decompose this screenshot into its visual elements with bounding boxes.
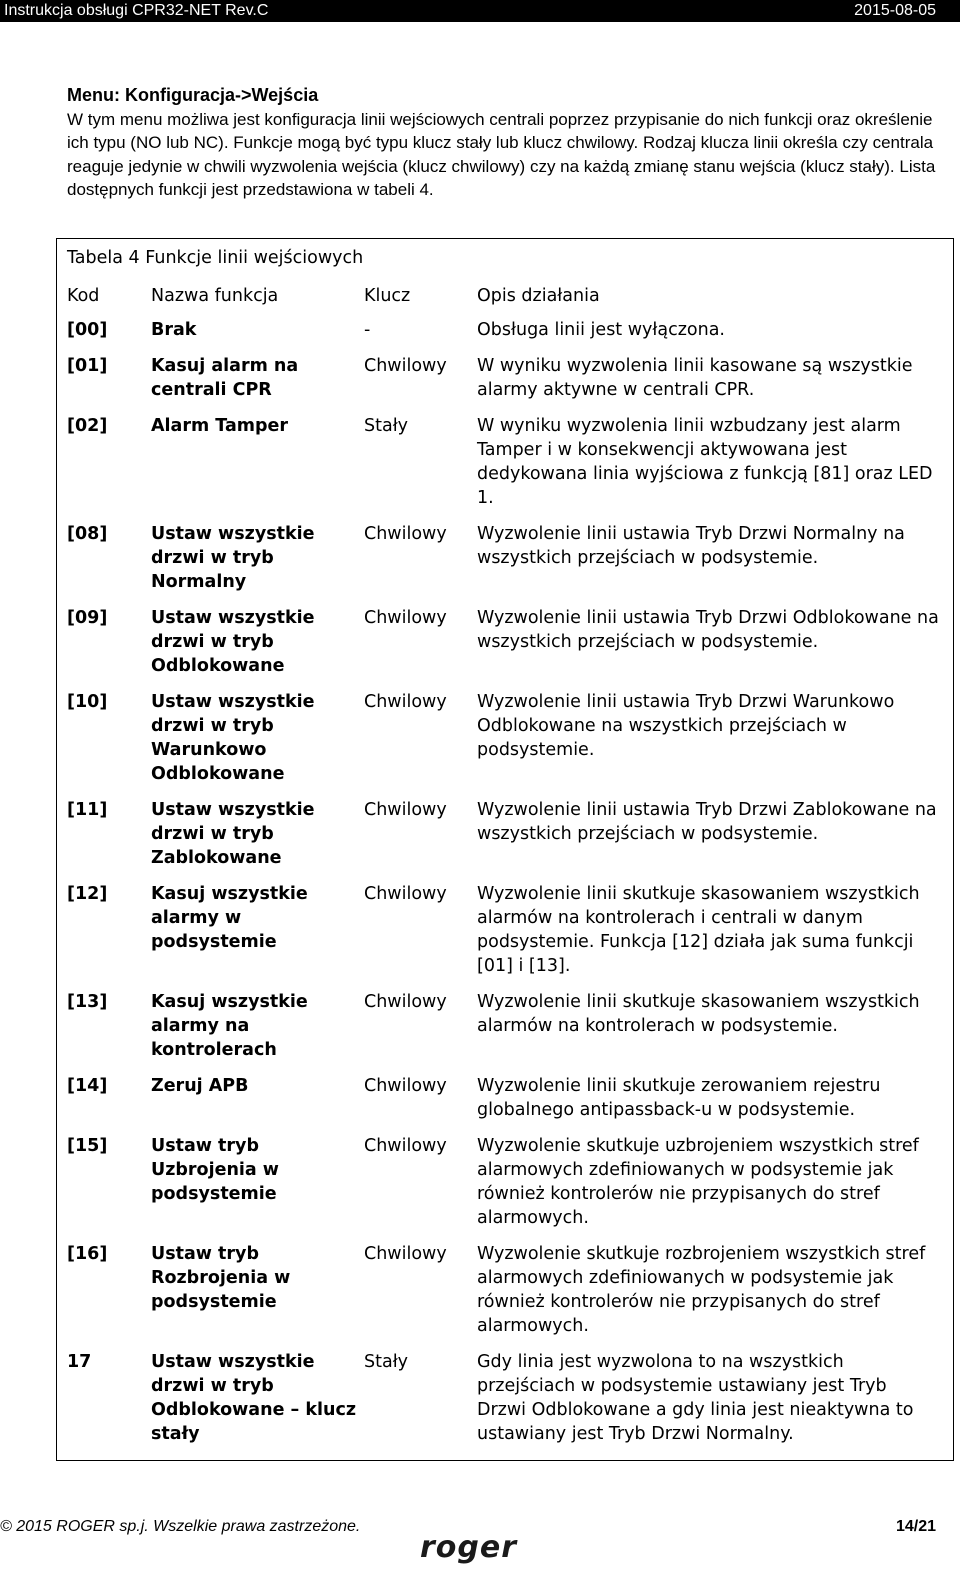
row-key: Chwilowy [364,992,447,1012]
row-code: [14] [57,1074,152,1134]
row-name: Ustaw wszystkie drzwi w tryb Odblokowane [151,608,315,676]
row-name: Ustaw tryb Rozbrojenia w podsystemie [151,1244,291,1312]
table-row [57,318,954,354]
row-description: W wyniku wyzwolenia linii wzbudzany jest alarm Tamper i w konsekwencji aktywowana jest dedykowana linia wyjściowa z funkcją [81] oraz LED 1. [477,414,954,522]
row-key: Chwilowy [364,1076,447,1096]
table-row [57,1242,954,1350]
row-description: Wyzwolenie linii ustawia Tryb Drzwi Odblokowane na wszystkich przejściach w podsystemie. [477,606,954,690]
header-key: Klucz [364,286,411,306]
row-key: Chwilowy [364,356,447,376]
intro-paragraph: W tym menu możliwa jest konfiguracja linii wejściowych centrali poprzez przypisanie do nich funkcji oraz określenie ich typu (NO lub NC). Funkcje mogą być typu klucz stały lub klucz chwilowy. Rodzaj klucza linii określa czy centrala reaguje jedynie w chwili wyzwolenia wejścia (klucz chwilowy) czy na każdą zmianę stanu wejścia (klucz stały). Lista dostępnych funkcji jest przedstawiona w tabeli 4. [67,109,936,199]
table-row [57,990,954,1074]
row-key: Chwilowy [364,1244,447,1264]
row-name: Zeruj APB [151,1076,249,1096]
row-name: Alarm Tamper [151,416,289,436]
intro-section [67,84,947,202]
row-key: Chwilowy [364,800,447,820]
row-code: [11] [57,798,152,882]
row-description: Wyzwolenie linii ustawia Tryb Drzwi Normalny na wszystkich przejściach w podsystemie. [477,522,954,606]
row-key: Stały [364,416,409,436]
row-key: Chwilowy [364,692,447,712]
table-row [57,522,954,606]
copyright-notice: © 2015 ROGER sp.j. Wszelkie prawa zastrzeżone. [0,1518,361,1535]
row-name: Kasuj wszystkie alarmy w podsystemie [151,884,308,952]
table-row [57,606,954,690]
roger-logo: roger [420,1530,518,1565]
row-name: Ustaw wszystkie drzwi w tryb Odblokowane – klucz stały [151,1350,364,1461]
row-key: - [364,320,371,340]
page-footer [0,1512,960,1580]
row-code: [10] [57,690,152,798]
row-key: Chwilowy [364,1136,447,1156]
table-row [57,354,954,414]
page-number: 14/21 [895,1518,936,1535]
table-row [57,690,954,798]
row-code: [16] [57,1242,152,1350]
header-name: Nazwa funkcja [151,286,279,306]
header-code: Kod [57,276,152,318]
table-row [57,882,954,990]
row-name: Ustaw tryb Uzbrojenia w podsystemie [151,1136,279,1204]
row-key: Chwilowy [364,524,447,544]
row-description: Gdy linia jest wyzwolona to na wszystkich przejściach w podsystemie ustawiany jest Tryb Drzwi Odblokowane a gdy linia jest nieaktywna to ustawiany jest Tryb Drzwi Normalny. [477,1350,954,1461]
row-description: Wyzwolenie linii skutkuje skasowaniem wszystkich alarmów na kontrolerach i centrali w danym podsystemie. Funkcja [12] działa jak suma funkcji [01] i [13]. [477,882,954,990]
table-row [57,1134,954,1242]
table-row [57,414,954,522]
document-title: Instrukcja obsługi CPR32-NET Rev.C [4,2,269,19]
row-code: 17 [57,1350,152,1461]
header-description: Opis działania [477,276,954,318]
menu-title: Menu: Konfiguracja->Wejścia [67,85,319,105]
row-name: Ustaw wszystkie drzwi w tryb Warunkowo Odblokowane [151,692,315,784]
row-description: W wyniku wyzwolenia linii kasowane są wszystkie alarmy aktywne w centrali CPR. [477,354,954,414]
row-code: [01] [57,354,152,414]
row-code: [12] [57,882,152,990]
row-name: Brak [151,320,197,340]
row-description: Wyzwolenie linii skutkuje skasowaniem wszystkich alarmów na kontrolerach w podsystemie. [477,990,954,1074]
row-code: [15] [57,1134,152,1242]
row-code: [08] [57,522,152,606]
row-key: Chwilowy [364,608,447,628]
table-row [57,798,954,882]
row-name: Kasuj wszystkie alarmy na kontrolerach [151,992,308,1060]
row-description: Wyzwolenie linii ustawia Tryb Drzwi Warunkowo Odblokowane na wszystkich przejściach w podsystemie. [477,690,954,798]
row-description: Wyzwolenie linii skutkuje zerowaniem rejestru globalnego antipassback-u w podsystemie. [477,1074,954,1134]
row-description: Wyzwolenie skutkuje uzbrojeniem wszystkich stref alarmowych zdefiniowanych w podsystemie jak również kontrolerów nie przypisanych do stref alarmowych. [477,1134,954,1242]
table-row [57,1350,954,1461]
row-code: [00] [57,318,152,354]
row-description: Wyzwolenie linii ustawia Tryb Drzwi Zablokowane na wszystkich przejściach w podsystemie. [477,798,954,882]
row-description: Obsługa linii jest wyłączona. [477,318,954,354]
row-description: Wyzwolenie skutkuje rozbrojeniem wszystkich stref alarmowych zdefiniowanych w podsystemie jak również kontrolerów nie przypisanych do stref alarmowych. [477,1242,954,1350]
row-name: Kasuj alarm na centrali CPR [151,356,299,400]
functions-table [56,238,954,1461]
table-caption: Tabela 4 Funkcje linii wejściowych [57,239,954,277]
row-code: [02] [57,414,152,522]
row-code: [13] [57,990,152,1074]
row-code: [09] [57,606,152,690]
row-key: Chwilowy [364,884,447,904]
document-date: 2015-08-05 [854,2,936,19]
row-name: Ustaw wszystkie drzwi w tryb Normalny [151,524,315,592]
row-key: Stały [364,1350,477,1461]
page-header [0,0,960,22]
table-row [57,1074,954,1134]
row-name: Ustaw wszystkie drzwi w tryb Zablokowane [151,800,315,868]
